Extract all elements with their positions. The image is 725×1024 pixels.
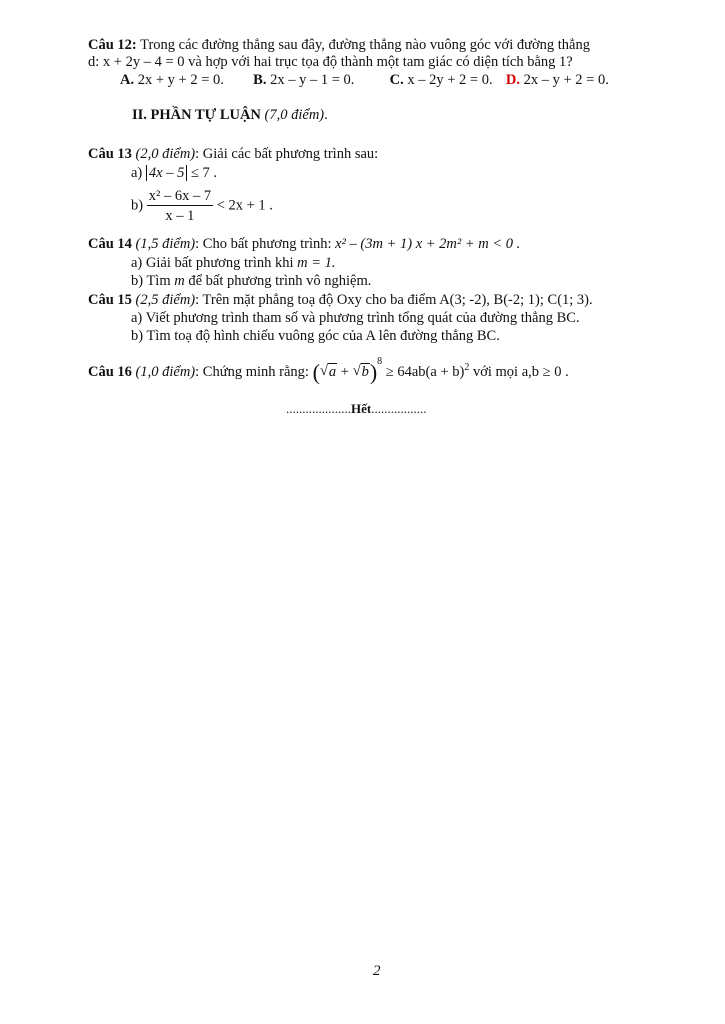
q13-a [131,164,217,182]
q14-points: (1,5 điểm) [131,236,196,252]
q13-a-rest: ≤ 7 . [187,165,218,181]
q12-option-c-label: C. [389,72,404,88]
end-dots-right: ................. [371,401,427,416]
q14-text: : Cho bất phương trình: [195,236,332,252]
q16-sqrt-a [320,363,337,381]
q13-b-rest: < 2x + 1 . [213,197,273,214]
q12-text-1: Trong các đường thẳng sau đây, đường thẳng nào vuông góc với đường thẳng [136,37,590,53]
q12-option-b-label: B. [253,72,267,88]
q16-rhs: ≥ 64ab(a + b) [382,364,465,380]
q12-option-a-label: A. [120,72,135,88]
section-2-period: . [324,107,328,123]
q16-sqrt-a-radicand: a [328,364,337,380]
q14-a [131,254,336,272]
q13-a-abs-expr: 4x – 5 [148,165,185,181]
q12-option-c: x – 2y + 2 = 0. [403,72,493,88]
q13-b-numerator: x² – 6x – 7 [148,188,212,204]
q12-option-d-label: D. [505,72,520,88]
sqrt-icon: √ [352,363,361,379]
q15-label: Câu 15 [88,292,132,308]
q14-b-m: m [174,273,185,289]
q16-text: : Chứng minh rằng: [195,364,309,380]
q13-line [88,145,378,163]
q14-label: Câu 14 [88,236,132,252]
end-dots-left: .................... [286,401,351,416]
q14-b-text-2: để bất phương trình vô nghiệm. [184,273,372,289]
q16-plus: + [337,364,353,380]
q15-b [131,327,500,345]
q14-b-text-1: b) Tìm [131,273,175,289]
section-2-points: (7,0 điểm) [264,107,325,123]
q12-label: Câu 12: [88,37,137,53]
page-number: 2 [373,963,381,979]
q13-points: (2,0 điểm) [131,146,196,162]
sqrt-icon: √ [319,363,329,379]
q13-b-denominator: x – 1 [165,208,195,224]
q15-points: (2,5 điểm) [131,292,196,308]
q16-open-paren: ( [312,359,320,385]
q15-line [88,291,593,309]
q16-sqrt-b-radicand: b [361,364,369,380]
end-marker [286,400,426,418]
q13-a-abs [146,165,187,181]
q14-line [88,235,520,253]
q14-b [131,272,371,290]
q16-sqrt-b [353,363,370,381]
end-word: Hết [351,401,372,416]
q12-option-a: 2x + y + 2 = 0. [134,72,224,88]
q16-rhs-power: 2 [464,362,470,373]
q15-a [131,309,580,327]
q14-a-text: a) Giải bất phương trình khi [131,255,298,271]
q12-option-d: 2x – y + 2 = 0. [519,72,609,88]
q13-text: : Giải các bất phương trình sau: [195,146,379,162]
section-2-title: II. PHẦN TỰ LUẬN [132,107,261,123]
q13-a-label: a) [131,165,143,181]
q12-line-2 [88,53,573,71]
q16-points: (1,0 điểm) [131,364,196,380]
q12-line-1 [88,36,590,54]
q16-close-paren: ) [369,359,378,385]
q13-b-label: b) [131,197,144,214]
q12-option-b: 2x – y – 1 = 0. [266,72,355,88]
section-2-heading [132,106,328,124]
q14-expression: x² – (3m + 1) x + 2m² + m < 0 . [335,236,521,252]
q16-label: Câu 16 [88,364,132,380]
q16-condition: với mọi a,b ≥ 0 . [469,364,569,380]
q15-b-text: b) Tìm toạ độ hình chiếu vuông góc của A lên đường thẳng BC. [131,328,500,344]
q12-text-2: d: x + 2y – 4 = 0 và hợp với hai trục tọa độ thành một tam giác có diện tích bằng 1? [88,54,573,70]
q13-label: Câu 13 [88,146,132,162]
q14-a-m: m = 1. [297,255,336,271]
q13-b [131,188,273,224]
q16-power: 8 [377,356,383,367]
q12-options [120,71,609,89]
q15-a-text: a) Viết phương trình tham số và phương trình tổng quát của đường thẳng BC. [131,310,580,326]
q13-b-fraction [147,188,213,224]
q15-text: : Trên mặt phẳng toạ độ Oxy cho ba điểm A(3; -2), B(-2; 1); C(1; 3). [195,292,593,308]
q16-line [88,353,569,385]
